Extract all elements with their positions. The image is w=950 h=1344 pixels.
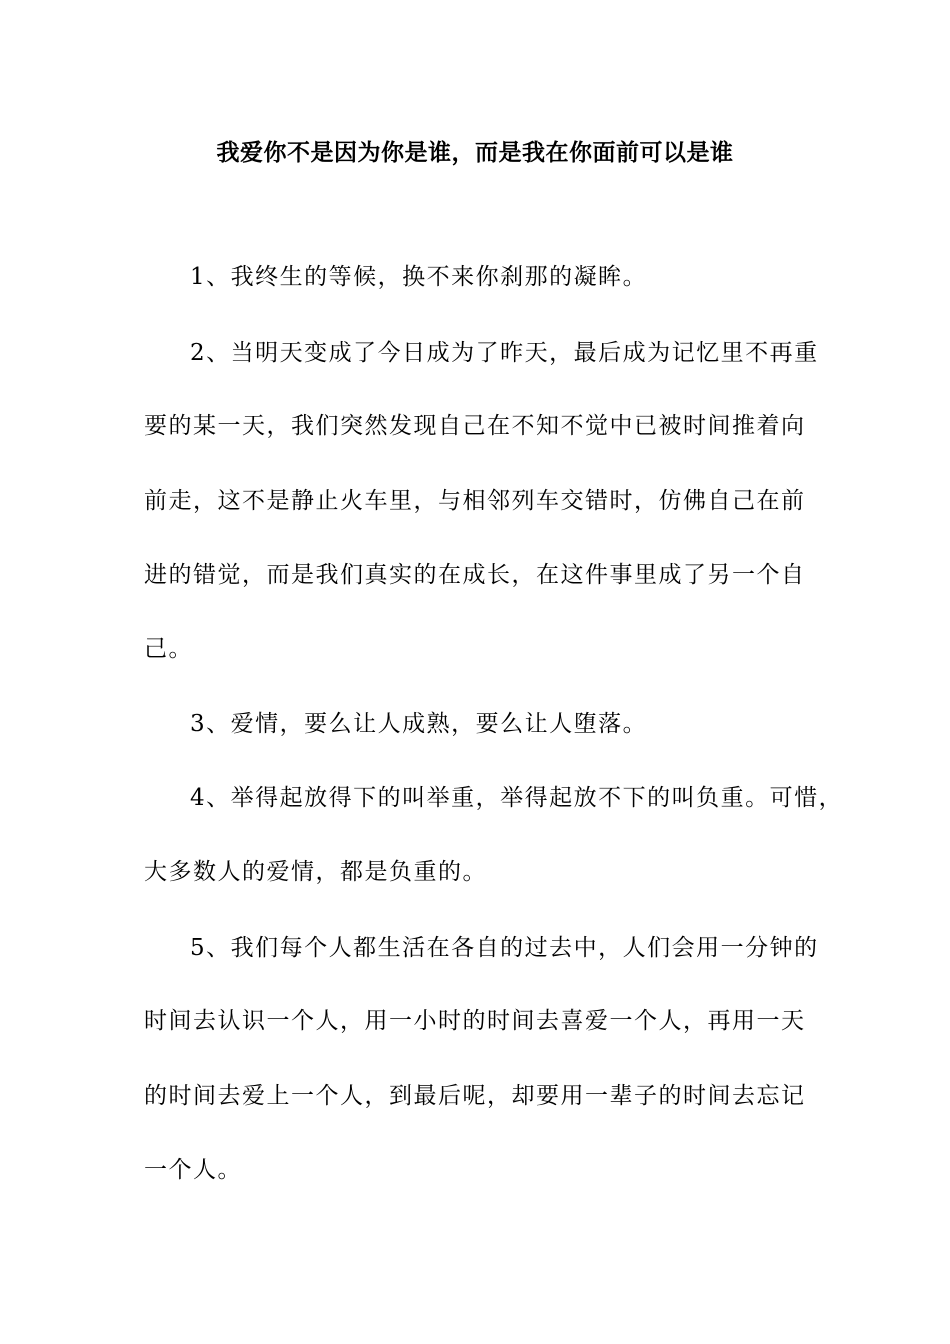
paragraph-2-line-2: 要的某一天，我们突然发现自己在不知不觉中已被时间推着向 — [144, 413, 806, 439]
paragraph-5-line-2: 时间去认识一个人，用一小时的时间去喜爱一个人，再用一天 — [144, 1008, 806, 1034]
paragraph-2-line-5: 己。 — [144, 636, 193, 662]
paragraph-1-line-1: 1、我终生的等候，换不来你刹那的凝眸。 — [190, 264, 648, 290]
document-title: 我爱你不是因为你是谁，而是我在你面前可以是谁 — [216, 140, 734, 166]
paragraph-4-line-2: 大多数人的爱情，都是负重的。 — [144, 859, 487, 885]
paragraph-2-line-1: 2、当明天变成了今日成为了昨天，最后成为记忆里不再重 — [190, 340, 819, 366]
paragraph-4-line-1: 4、举得起放得下的叫举重，举得起放不下的叫负重。可惜， — [190, 785, 844, 811]
paragraph-5-line-3: 的时间去爱上一个人，到最后呢，却要用一辈子的时间去忘记 — [144, 1083, 806, 1109]
paragraph-5-line-1: 5、我们每个人都生活在各自的过去中，人们会用一分钟的 — [190, 935, 819, 961]
paragraph-2-line-3: 前走，这不是静止火车里，与相邻列车交错时，仿佛自己在前 — [144, 488, 806, 514]
paragraph-2-line-4: 进的错觉，而是我们真实的在成长，在这件事里成了另一个自 — [144, 562, 806, 588]
paragraph-5-line-4: 一个人。 — [144, 1157, 242, 1183]
paragraph-3-line-1: 3、爱情，要么让人成熟，要么让人堕落。 — [190, 711, 648, 737]
